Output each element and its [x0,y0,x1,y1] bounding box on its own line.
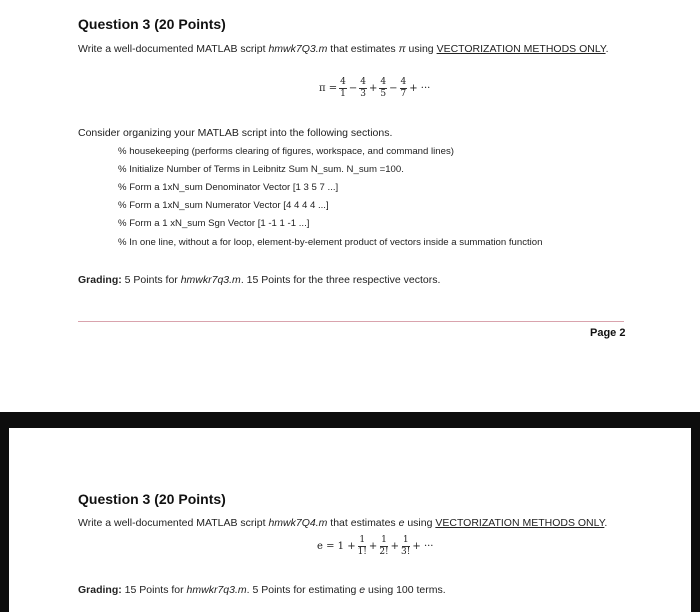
fraction-numerator: 4 [360,77,366,87]
formula-operator: − [348,83,358,94]
grading-text: 5 Points for [121,274,181,286]
intro-using: using [405,43,437,55]
fraction-term [359,78,367,99]
formula-operator: + ··· [412,541,434,552]
formula-operator: + [369,83,378,94]
script-name: hmwk7Q4.m [268,517,328,529]
pi-symbol: π [398,43,406,55]
grading-text: 15 Points for [121,584,187,596]
section-item: % Form a 1xN_sum Denominator Vector [1 3 5 7 ...] [118,182,339,193]
question-intro [78,43,608,55]
fraction-numerator: 1 [381,535,387,545]
vectorization-methods: VECTORIZATION METHODS ONLY [435,517,605,529]
grading-file: hmwkr7q3.m [180,274,241,286]
section-item: % Form a 1xN_sum Numerator Vector [4 4 4 4 ...] [118,200,329,211]
document-page-2 [0,428,700,612]
formula-operator: + ··· [409,83,431,94]
fraction-term [379,78,387,99]
grading-label: Grading: [78,584,122,596]
intro-end: . [605,43,609,55]
leibniz-formula [318,78,431,99]
formula-operator: + [368,541,378,552]
grading-rest: . 15 Points for the three respective vectors. [240,274,441,286]
intro-middle: that estimates [327,43,399,55]
formula-lhs: e = 1 + [317,541,356,552]
grading-mid: . 5 Points for estimating [246,584,360,596]
question-title: Question 3 (20 Points) [78,491,226,507]
intro-prefix: Write a well-documented MATLAB script [78,517,269,529]
question-title: Question 3 (20 Points) [78,16,226,32]
fraction-denominator: 1 [340,89,346,99]
fraction-denominator: 5 [380,89,387,99]
fraction-numerator: 1 [359,535,366,545]
fraction-numerator: 4 [400,77,407,87]
intro-prefix: Write a well-documented MATLAB script [78,43,269,55]
fraction-numerator: 4 [380,77,387,87]
fraction-term [339,78,347,99]
fraction-term [400,78,408,99]
formula-operator: + [390,541,400,552]
grading-line [78,584,446,596]
fraction-denominator: 2! [379,547,389,557]
page-number: Page 2 [590,327,626,339]
e-symbol: e [359,584,366,596]
grading-label: Grading: [78,274,122,286]
consider-text: Consider organizing your MATLAB script into the following sections. [78,127,393,139]
fraction-denominator: 3! [401,547,411,557]
footer-divider [78,321,624,322]
section-item: % In one line, without a for loop, element-by-element product of vectors inside a summation function [118,237,543,248]
e-symbol: e [398,517,405,529]
intro-using: using [404,517,436,529]
section-item: % Form a 1 xN_sum Sgn Vector [1 -1 1 -1 ...] [118,218,310,229]
e-series-formula [316,536,434,557]
fraction-denominator: 1! [357,547,367,557]
fraction-term [401,536,410,557]
fraction-denominator: 3 [360,89,366,99]
fraction-term [379,536,388,557]
fraction-numerator: 1 [402,535,409,545]
formula-operator: − [389,83,398,94]
section-item: % housekeeping (performs clearing of figures, workspace, and command lines) [118,146,454,157]
vectorization-methods: VECTORIZATION METHODS ONLY [436,43,606,55]
fraction-term [358,536,367,557]
fraction-numerator: 4 [340,77,346,87]
question-intro [78,517,607,529]
grading-file: hmwkr7q3.m [186,584,247,596]
script-name: hmwk7Q3.m [268,43,328,55]
fraction-denominator: 7 [400,89,407,99]
formula-lhs: π = [319,83,338,94]
grading-rest: using 100 terms. [365,584,446,596]
section-item: % Initialize Number of Terms in Leibnitz Sum N_sum. N_sum =100. [118,164,404,175]
grading-line [78,274,440,286]
intro-end: . [604,517,608,529]
page-gap [0,412,700,428]
intro-middle: that estimates [327,517,399,529]
